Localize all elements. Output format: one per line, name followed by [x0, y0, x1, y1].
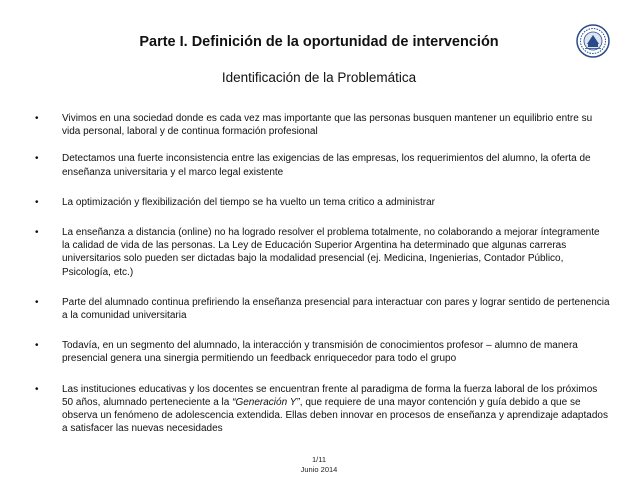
- bullet-text: La enseñanza a distancia (online) no ha logrado resolver el problema totalmente, no colaborando a mejorar íntegramente la calidad de vida de las personas. La Ley de Educación Superior Argentina ha determinado que algunas carreras universitarios solo pueden ser dictadas bajo la modalidad presencial (ej. Medicina, Ingenierias, Contador Público, Psicología, etc.): [62, 227, 600, 278]
- university-seal-icon: [576, 24, 610, 58]
- bullet-marker: •: [35, 383, 39, 395]
- bullet-marker: •: [35, 296, 39, 308]
- bullet-item: [0, 196, 638, 209]
- page-number: 1/11: [311, 455, 327, 464]
- generation-y-emphasis: “Generación Y”: [232, 396, 300, 408]
- bullet-item: [0, 296, 638, 322]
- bullet-text: Detectamos una fuerte inconsistencia entre las exigencias de las empresas, los requerimientos del alumno, la oferta de enseñanza universitaria y el marco legal existente: [62, 153, 591, 178]
- footer-date: Junio 2014: [300, 465, 338, 474]
- bullet-text-before: Las instituciones educativas y los docentes se encuentran frente al paradigma de forma la fuerza laboral de los próximos 50 años, alumnado perteneciente a la: [62, 383, 598, 408]
- bullet-item: [0, 339, 638, 365]
- bullet-marker: •: [35, 340, 39, 352]
- bullet-text-after: , que requiere de una mayor contención y guía debido a que se observa un fenómeno de adolescencia extendida. Ellas deben innovar en procesos de enseñanza y aprendizaje adaptados a satisfacer las nuevas necesidades: [62, 396, 608, 435]
- page-subtitle: Identificación de la Problemática: [221, 70, 417, 85]
- bullet-marker: •: [35, 113, 39, 124]
- bullet-marker: •: [35, 153, 39, 165]
- bullet-marker: •: [35, 227, 39, 239]
- bullet-item: [0, 226, 638, 279]
- bullet-item: [0, 383, 638, 436]
- page-title: Parte I. Definición de la oportunidad de intervención: [139, 34, 499, 50]
- bullet-item: [0, 152, 638, 178]
- bullet-marker: •: [35, 196, 39, 208]
- bullet-text: La optimización y flexibilización del tiempo se ha vuelto un tema critico a administrar: [62, 196, 435, 208]
- bullet-text: Todavía, en un segmento del alumnado, la interacción y transmisión de conocimientos profesor – alumno de manera presencial genera una sinergia permitiendo un feedback enriquecedor para todo el grupo: [62, 340, 578, 365]
- bullet-list: [0, 112, 638, 449]
- bullet-text: Parte del alumnado continua prefiriendo la enseñanza presencial para interactuar con pares y lograr sentido de pertenencia a la comunidad universitaria: [62, 296, 610, 322]
- bullet-item: [0, 112, 638, 138]
- bullet-text: Vivimos en una sociedad donde es cada vez mas importante que las personas busquen mantener un equilibrio entre su vida personal, laboral y de continua formación profesional: [62, 113, 593, 138]
